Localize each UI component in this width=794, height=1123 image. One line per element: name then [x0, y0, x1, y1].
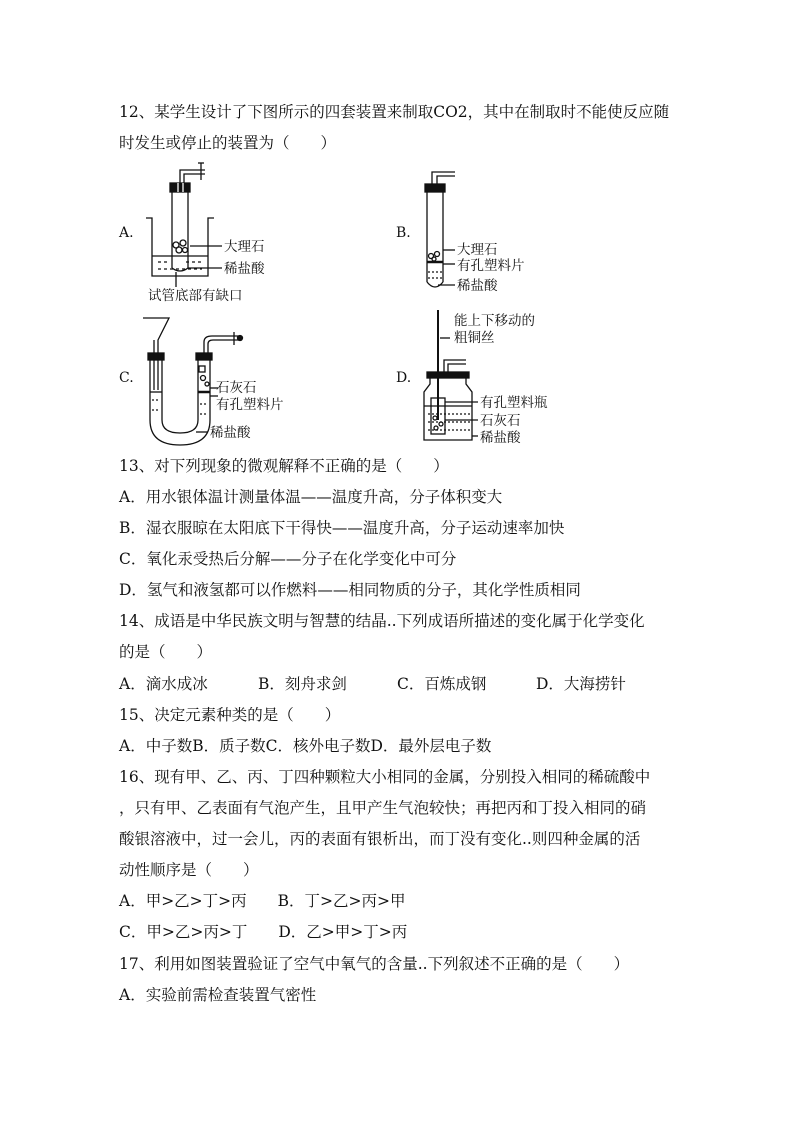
q16-stem-line2: ，只有甲、乙表面有气泡产生，且甲产生气泡较快；再把丙和丁投入相同的硝	[119, 799, 647, 817]
q12-b-label-marble: 大理石	[457, 242, 498, 258]
q16-stem-line1: 16、现有甲、乙、丙、丁四种颗粒大小相同的金属，分别投入相同的稀硫酸中	[119, 768, 651, 786]
q12-a-caption: 试管底部有缺口	[148, 288, 243, 304]
q12-d-label-bottle: 有孔塑料瓶	[480, 395, 548, 411]
q17-stem: 17、利用如图装置验证了空气中氧气的含量..下列叙述不正确的是（ ）	[119, 955, 630, 973]
q13-option-a: A．用水银体温计测量体温——温度升高，分子体积变大	[119, 488, 503, 506]
q13-stem: 13、对下列现象的微观解释不正确的是（ ）	[119, 457, 449, 475]
q17-option-a: A．实验前需检查装置气密性	[119, 986, 317, 1004]
q15-options: A．中子数B．质子数C．核外电子数D．最外层电子数	[119, 737, 492, 755]
q12-d-label-wire-1: 能上下移动的	[454, 313, 535, 329]
q12-a-label-acid: 稀盐酸	[224, 261, 265, 277]
q12-option-b-letter: B.	[396, 225, 411, 241]
q12-option-d-letter: D.	[396, 370, 412, 386]
q14-option-a: A．滴水成冰	[119, 675, 208, 693]
q14-stem-line2: 的是（ ）	[119, 643, 213, 661]
q12-c-label-limestone: 石灰石	[216, 380, 257, 396]
q12-b-label-acid: 稀盐酸	[457, 278, 498, 294]
q12-stem-line1: 12、某学生设计了下图所示的四套装置来制取CO2，其中在制取时不能使反应随	[119, 103, 670, 121]
q12-stem-line2: 时发生或停止的装置为（ ）	[119, 134, 337, 152]
apparatus-a-beaker	[146, 163, 222, 287]
q12-b-label-plate: 有孔塑料片	[457, 258, 525, 274]
q13-option-b: B．湿衣服晾在太阳底下干得快——温度升高，分子运动速率加快	[119, 519, 565, 537]
q14-option-b: B．刻舟求剑	[258, 675, 347, 693]
q16-stem-line4: 动性顺序是（ ）	[119, 861, 259, 879]
apparatus-b-test-tube	[425, 172, 455, 287]
q14-option-c: C．百炼成钢	[397, 675, 487, 693]
q12-d-label-limestone: 石灰石	[480, 413, 521, 429]
q12-c-label-plate: 有孔塑料片	[216, 397, 284, 413]
q12-d-label-acid: 稀盐酸	[480, 430, 521, 446]
q13-option-d: D．氢气和液氢都可以作燃料——相同物质的分子，其化学性质相同	[119, 581, 581, 599]
q12-a-label-marble: 大理石	[224, 239, 265, 255]
q12-c-label-acid: 稀盐酸	[210, 425, 251, 441]
q14-stem-line1: 14、成语是中华民族文明与智慧的结晶..下列成语所描述的变化属于化学变化	[119, 612, 645, 630]
q12-option-a-letter: A.	[119, 225, 134, 241]
q13-option-c: C．氧化汞受热后分解——分子在化学变化中可分	[119, 550, 457, 568]
q12-d-label-wire-2: 粗铜丝	[454, 330, 495, 346]
q15-stem: 15、决定元素种类的是（ ）	[119, 706, 341, 724]
q14-option-d: D．大海捞针	[536, 675, 626, 693]
q12-option-c-letter: C.	[119, 370, 134, 386]
q16-stem-line3: 酸银溶液中，过一会儿，丙的表面有银析出，而丁没有变化..则四种金属的活	[119, 830, 641, 848]
q16-options-row1: A．甲>乙>丁>丙 B．丁>乙>丙>甲	[119, 892, 406, 910]
q16-options-row2: C．甲>乙>丙>丁 D．乙>甲>丁>丙	[119, 923, 408, 941]
